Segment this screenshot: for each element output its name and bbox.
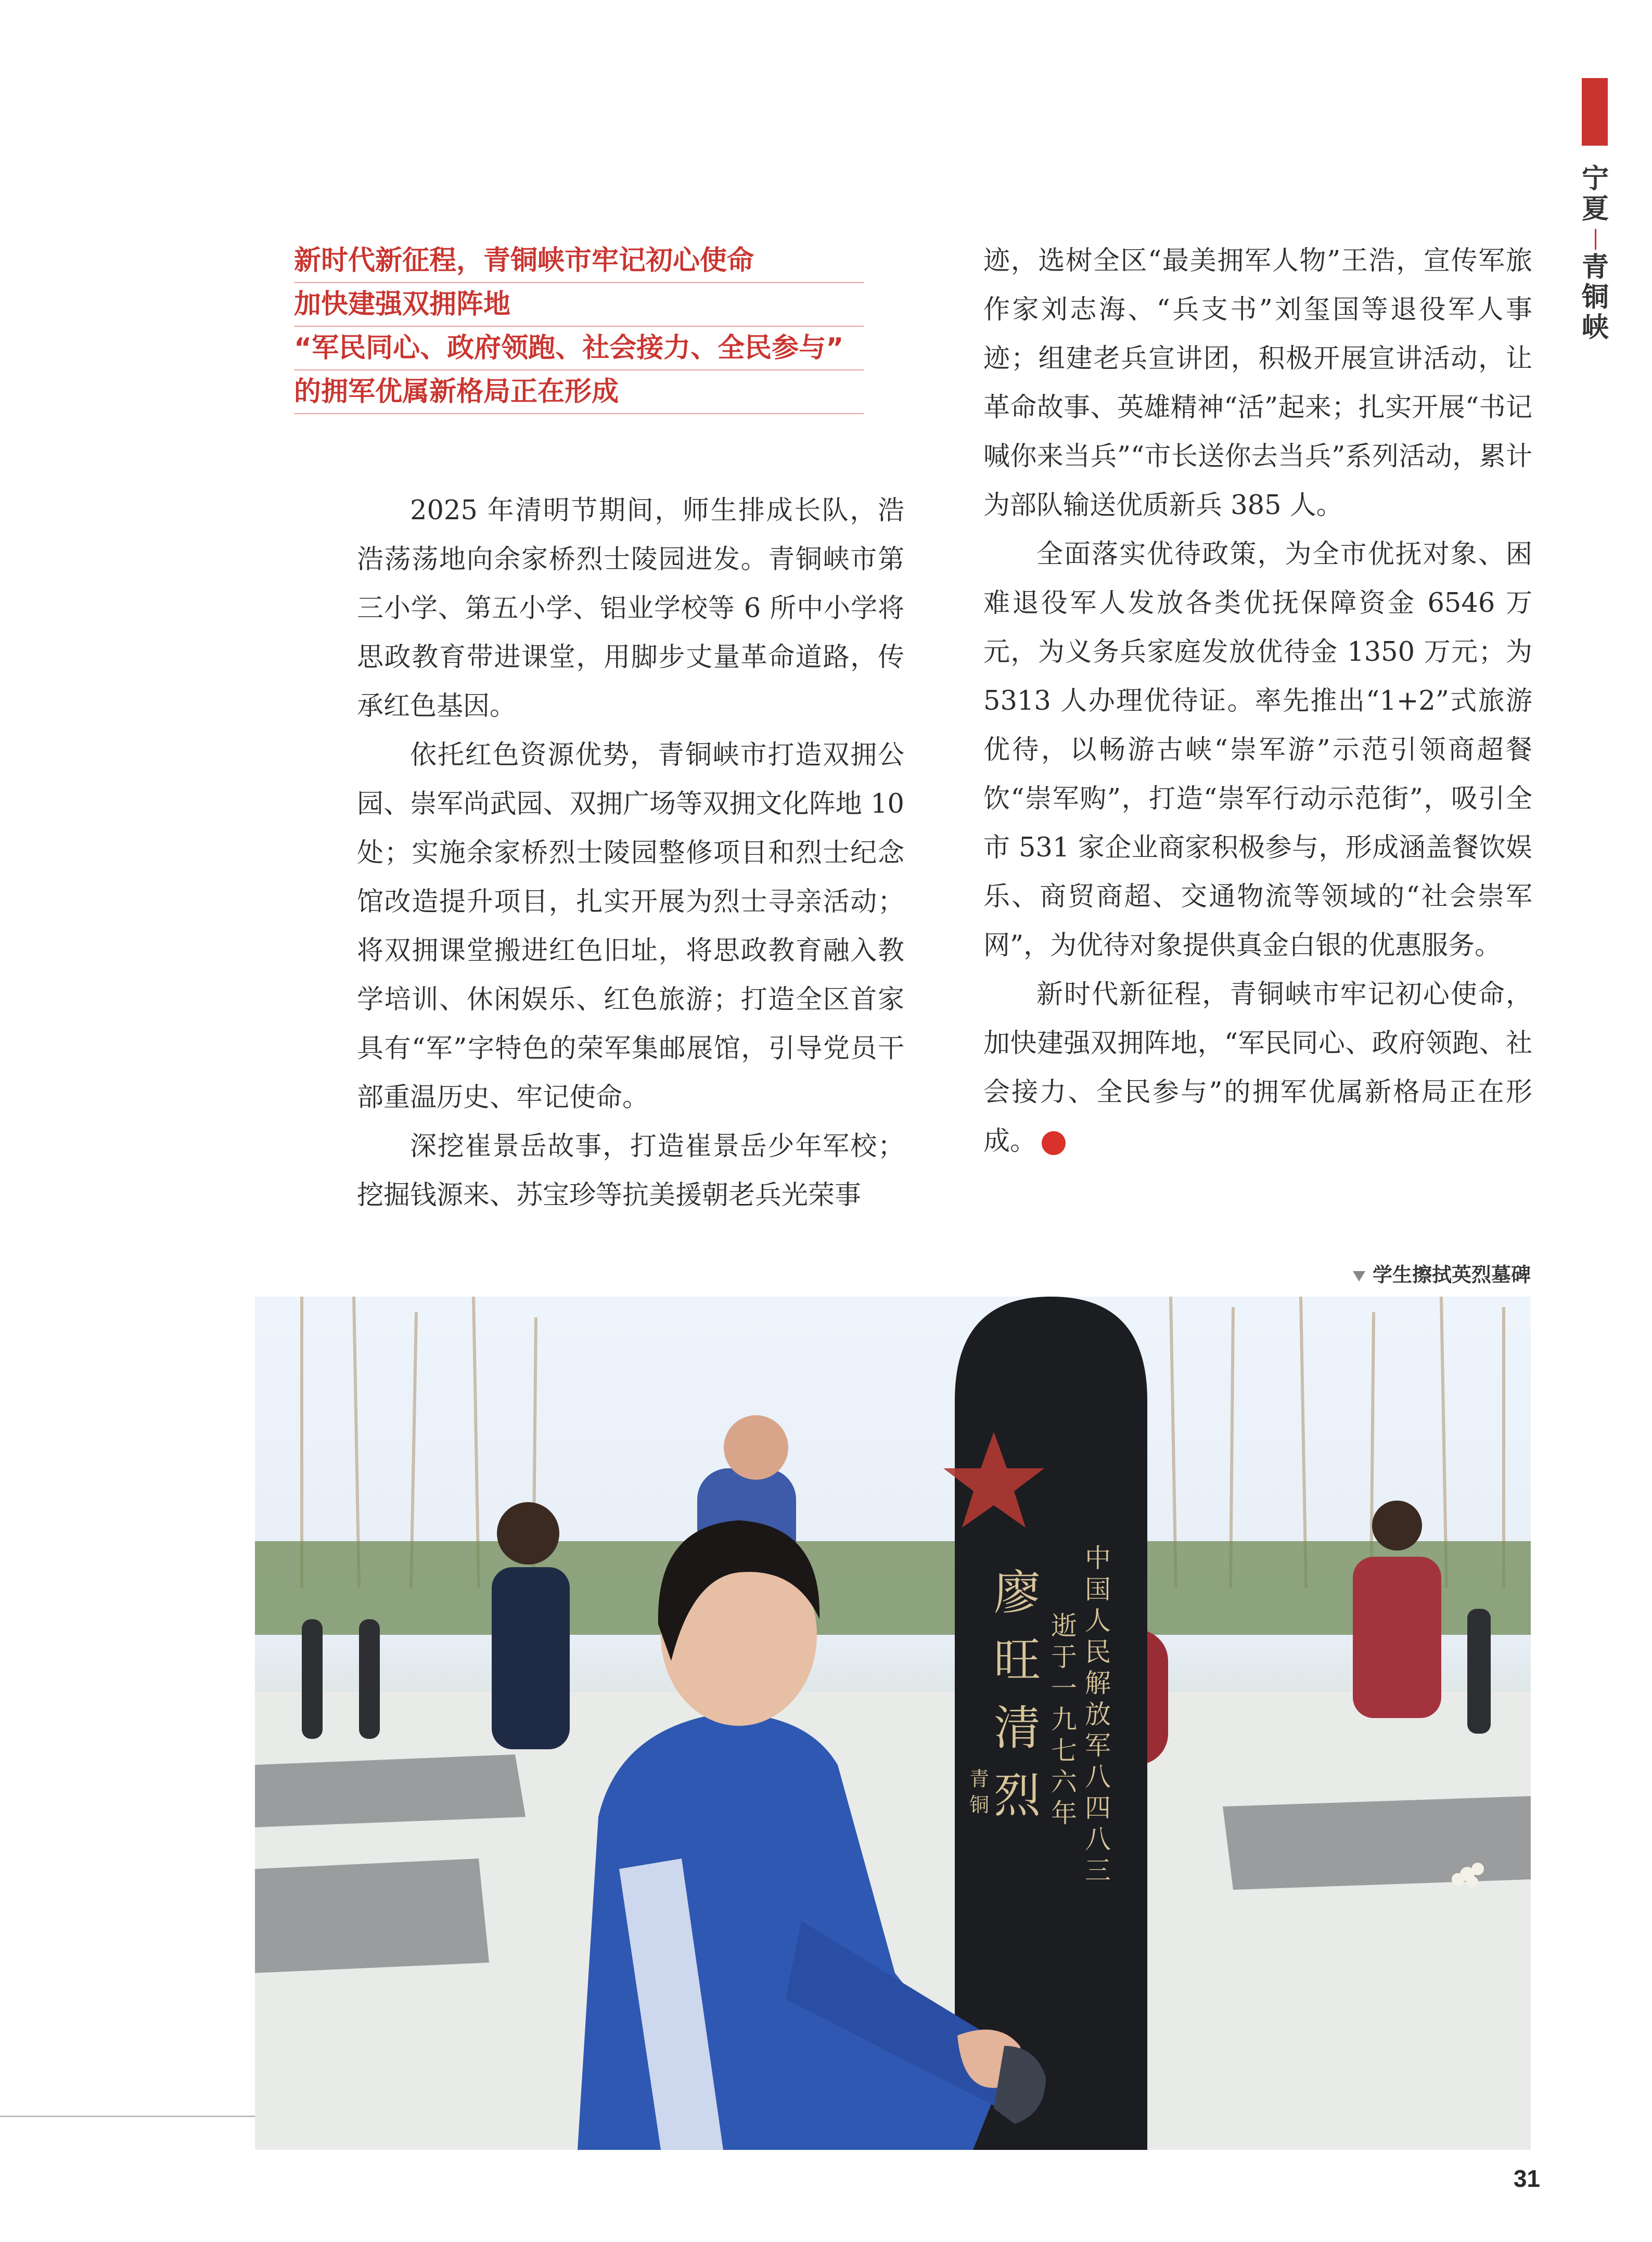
tombstone-unit-text (1085, 1543, 1111, 1886)
svg-text:军: 军 (1085, 1731, 1111, 1761)
svg-text:八: 八 (1085, 1762, 1111, 1792)
paragraph-final (983, 970, 1532, 1166)
svg-text:中: 中 (1085, 1543, 1111, 1573)
tombstone-name-char: 廖 (994, 1566, 1041, 1620)
city-label: 青 铜 峡 (1581, 252, 1609, 343)
paragraph: 全面落实优待政策，为全市优抚对象、困难退役军人发放各类优抚保障资金 6546 万元，为义务兵家庭发放优待金 1350 万元；为 5313 人办理优待证。率先推出“1+2”式旅游优待，以畅游古峡“崇军游”示范引领商超餐饮“崇军购”，打造“崇军行动示范街”，吸引全市 531 家企业商家积极参与，形成涵盖餐饮娱乐、商贸商超、交通物流等领域的“社会崇军网”，为优待对象提供真金白银的优惠服务。 (983, 539, 1532, 961)
pull-quote (294, 239, 864, 414)
tombstone-date-text (1051, 1611, 1078, 1828)
paragraph-text: 新时代新征程，青铜峡市牢记初心使命，加快建强双拥阵地，“军民同心、政府领跑、社会接力、全民参与”的拥军优属新格局正在形成。 (983, 979, 1532, 1157)
tombstone-name-char: 旺 (994, 1633, 1041, 1688)
pull-quote-line: “军民同心、政府领跑、社会接力、全民参与” (294, 327, 864, 370)
page-number: 31 (1513, 2165, 1540, 2192)
article-column-right (983, 237, 1532, 1166)
tombstone-name-char: 清 (994, 1701, 1041, 1756)
footer-rule (0, 2116, 255, 2117)
tombstone-name-char: 烈 (994, 1769, 1041, 1823)
svg-text:年: 年 (1051, 1798, 1077, 1828)
caption-text: 学生擦拭英烈墓碑 (1373, 1263, 1531, 1286)
svg-text:一: 一 (1051, 1673, 1077, 1703)
pull-quote-line: 新时代新征程，青铜峡市牢记初心使命 (294, 239, 864, 283)
svg-text:八: 八 (1085, 1824, 1111, 1854)
svg-text:人: 人 (1085, 1606, 1111, 1636)
svg-text:国: 国 (1085, 1574, 1111, 1605)
svg-text:解: 解 (1085, 1668, 1111, 1698)
section-divider (1595, 229, 1596, 250)
photo-student-cleaning-tombstone (255, 1297, 1531, 2150)
svg-text:七: 七 (1051, 1736, 1077, 1766)
svg-text:六: 六 (1051, 1767, 1077, 1797)
photo-caption (1353, 1262, 1530, 1288)
photo-illustration (255, 1297, 1531, 2150)
section-label: 宁 夏 (1581, 163, 1609, 225)
svg-text:三: 三 (1085, 1855, 1111, 1886)
svg-text:民: 民 (1085, 1637, 1111, 1667)
paragraph: 2025 年清明节期间，师生排成长队，浩浩荡荡地向余家桥烈士陵园进发。青铜峡市第三小学、第五小学、铝业学校等 6 所中小学将思政教育带进课堂，用脚步丈量革命道路，传承红色基因。 (357, 495, 904, 722)
svg-text:逝: 逝 (1051, 1611, 1077, 1641)
svg-text:于: 于 (1051, 1642, 1077, 1672)
paragraph-continuation: 迹，选树全区“最美拥军人物”王浩，宣传军旅作家刘志海、“兵支书”刘玺国等退役军人事迹；组建老兵宣讲团，积极开展宣讲活动，让革命故事、英雄精神“活”起来；扎实开展“书记喊你来当兵”“市长送你去当兵”系列活动，累计为部队输送优质新兵 385 人。 (983, 246, 1532, 521)
svg-text:九: 九 (1051, 1705, 1077, 1735)
svg-text:四: 四 (1085, 1793, 1111, 1823)
svg-text:铜: 铜 (969, 1793, 990, 1816)
pull-quote-line: 加快建强双拥阵地 (294, 283, 864, 327)
svg-text:青: 青 (969, 1767, 990, 1790)
section-color-bar (1582, 78, 1608, 146)
pull-quote-line: 的拥军优属新格局正在形成 (294, 370, 864, 414)
hedge (255, 1541, 1531, 1635)
caption-arrow-icon (1353, 1271, 1365, 1282)
end-mark-icon: N (1042, 1131, 1066, 1155)
svg-text:放: 放 (1085, 1699, 1111, 1729)
paragraph: 深挖崔景岳故事，打造崔景岳少年军校；挖掘钱源来、苏宝珍等抗美援朝老兵光荣事 (357, 1131, 904, 1211)
article-column-left (357, 486, 904, 1220)
paragraph: 依托红色资源优势，青铜峡市打造双拥公园、崇军尚武园、双拥广场等双拥文化阵地 10 处；实施余家桥烈士陵园整修项目和烈士纪念馆改造提升项目，扎实开展为烈士寻亲活动；将双拥课堂搬进红色旧址，将思政教育融入教学培训、休闲娱乐、红色旅游；打造全区首家具有“军”字特色的荣军集邮展馆，引导党员干部重温历史、牢记使命。 (357, 740, 904, 1113)
